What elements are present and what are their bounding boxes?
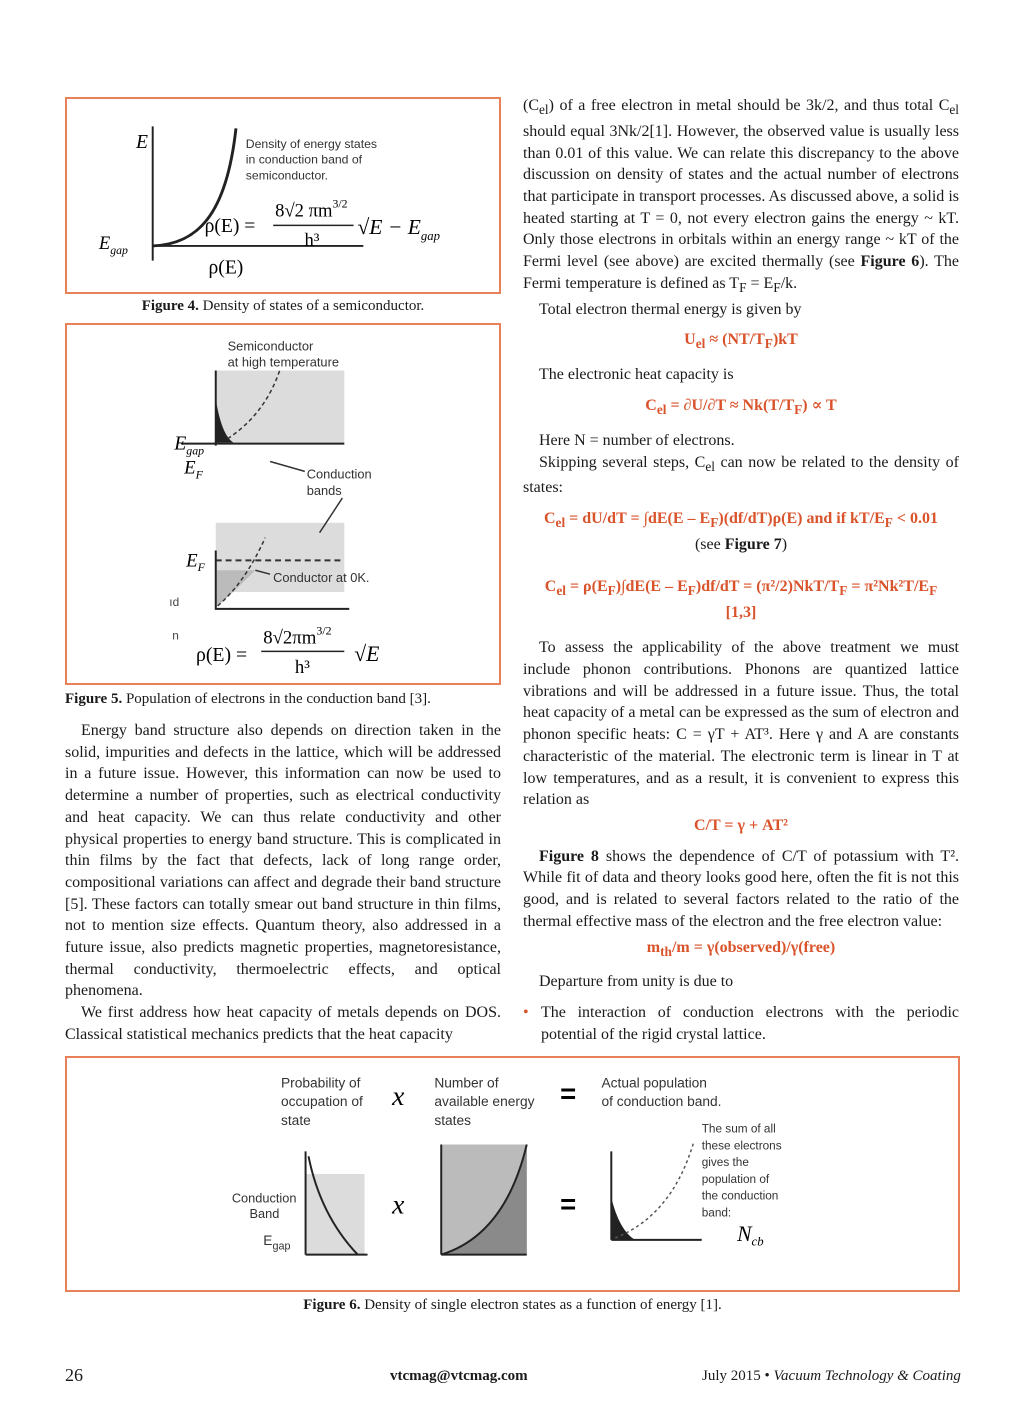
figure-5-egap: $E_{gap}$ <box>174 432 205 458</box>
figure-6-h2-3: states <box>434 1112 472 1128</box>
figure-6-sum-6: band: <box>701 1206 732 1220</box>
figure-6-graphic <box>67 1058 958 1290</box>
figure-5-frag-2: n <box>172 628 179 643</box>
figure-5-ef2: $E_F$ <box>186 550 205 575</box>
figure-5-title-2: at high temperature <box>227 354 340 370</box>
figure-6-equals-top: = <box>560 1078 577 1110</box>
figure-4-caption <box>65 297 501 315</box>
ref-figure-8: Figure 8 <box>539 847 599 865</box>
figure-6-sum-2: these electrons <box>701 1139 782 1153</box>
footer-email[interactable]: vtcmag@vtcmag.com <box>390 1368 528 1384</box>
figure-4-graphic <box>67 99 499 292</box>
figure-4 <box>65 97 501 294</box>
equation-3: $C_{el} = dU/dT = \int dE(E - E_F)(df/dT)\rho(E)$ and if $kT/E_F < 0.01$ (see Figure 7) <box>543 510 939 554</box>
figure-5-formula-den: h³ <box>294 657 310 679</box>
figure-6-sum-4: population of <box>701 1172 770 1186</box>
bullet-mark: • <box>523 1004 529 1022</box>
figure-5 <box>65 323 501 685</box>
figure-5-cond-bands-1: Conduction <box>306 466 372 482</box>
footer-separator: • <box>764 1368 770 1384</box>
left-paragraph-2: We first address how heat capacity of metals depends on DOS. Classical statistical mechanics predicts that the heat capacity <box>65 1004 501 1043</box>
equation-4: $C_{el} = \rho(E_F)\int dE(E - E_F)df/dT = (\pi^2/2)NkT/T_F = \pi^2Nk^2T/E_F$ [1,3] <box>544 577 938 621</box>
figure-6-h2-1: Number of <box>434 1075 499 1091</box>
figure-4-desc-3: semiconductor. <box>245 168 329 183</box>
figure-6-equals-mid: = <box>560 1188 577 1220</box>
right-paragraph-5: Skipping several steps, $C_{el}$ can now be related to the density of states: <box>523 453 960 497</box>
equation-6: $m_{th}/m$ = γ(observed)/γ(free) <box>646 938 836 959</box>
figure-4-desc-2: in conduction band of <box>245 152 363 167</box>
figure-6-panel1-band <box>306 1174 365 1255</box>
figure-4-caption-label: Figure 4. <box>141 298 199 314</box>
figure-5-ef: $E_F$ <box>184 457 203 482</box>
left-paragraph-1: Energy band structure also depends on direction taken in the solid, impurities and defects in the lattice, which will be addressed in a future issue. However, this information can now be used to determine a number of properties, such as electrical conductivity and heat capacity. We can thus relate conductivity and other physical properties to energy band structure. This is complicated in thin films by the fact that defects, lack of long range order, compositional variations can affect and degrade their band structure [5]. These factors can totally smear out band structure in thin films, not to mention size effects. Quantum theory, also addressed in a future issue, also predicts magnetic properties, magnetoresistance, thermal conductivity, thermoelectric effects, and optical phenomena. <box>65 722 501 1000</box>
figure-6-sum-3: gives the <box>701 1156 749 1170</box>
footer-issue <box>702 1368 961 1385</box>
figure-6-h1-1: Probability of <box>280 1075 361 1091</box>
right-paragraph-1: $(C_{el})$ of a free electron in metal should be 3k/2, and thus total $C_{el}$ should equal 3Nk/2[1]. However, the observed value is usually less than 0.01 of this value. We can relate this discrepancy to the above discussion on density of states and the actual number of electrons that participate in transport processes. As discussed above, a solid is heated starting at T = 0, not every electron gains the energy ~ kT. Only those electrons in orbitals within an energy range ~ kT of the Fermi level (see above) are excited thermally (see Figure 6). The Fermi temperature is defined as $T_F = E_F/k$. <box>523 97 959 295</box>
figure-6-times-top: x <box>392 1080 405 1112</box>
figure-5-formula-num: $8√2\pi m^{3/2}$ <box>263 623 332 649</box>
figure-6-cb-2: Band <box>249 1206 280 1222</box>
figure-6-h2-2: available energy <box>434 1094 535 1110</box>
figure-5-frag-1: ıd <box>169 594 180 609</box>
figure-6-h3-1: Actual population <box>601 1075 707 1091</box>
figure-6-times-mid: x <box>392 1188 405 1220</box>
right-paragraph-2: Total electron thermal energy is given by <box>539 300 802 318</box>
figure-4-formula-root: $√E - E_{gap}$ <box>357 215 441 244</box>
figure-6-caption <box>65 1296 960 1314</box>
figure-4-egap-label: $E_{gap}$ <box>98 232 128 257</box>
figure-5-cond-bands-2: bands <box>306 483 342 499</box>
figure-5-title-1: Semiconductor <box>227 338 314 354</box>
equation-2: $C_{el} = \partial U/\partial T \approx Nk(T/T_F) \propto T$ <box>645 397 837 418</box>
figure-5-arrow-2 <box>270 461 305 471</box>
figure-4-formula-den: h³ <box>304 229 320 251</box>
figure-6-h1-2: occupation of <box>280 1094 363 1110</box>
right-paragraph-4: Here N = number of electrons. <box>539 431 735 449</box>
right-paragraph-7: Figure 8 shows the dependence of C/T of potassium with T². While fit of data and theory looks good here, often the fit is not this good, and is related to several factors related to the ratio of the thermal effective mass of the electron and the free electron value: <box>523 847 960 930</box>
page-number: 26 <box>65 1365 83 1385</box>
right-paragraph-8: Departure from unity is due to <box>539 973 734 991</box>
bullet-item-1: • The interaction of conduction electrons with the periodic potential of the rigid crystal lattice. <box>523 1004 959 1043</box>
figure-4-desc-1: Density of energy states <box>245 136 378 151</box>
figure-6-panel3-dashed <box>615 1142 694 1238</box>
right-paragraph-3: The electronic heat capacity is <box>539 366 734 384</box>
equation-1: $U_{el} \approx (NT/T_F)kT$ <box>684 331 798 352</box>
ref-figure-6: Figure 6 <box>860 253 920 271</box>
footer-magazine: Vacuum Technology & Coating <box>773 1368 961 1384</box>
figure-6-caption-label: Figure 6. <box>303 1297 361 1313</box>
figure-5-caption-text: Population of electrons in the conduction band [3]. <box>122 691 431 707</box>
left-column <box>65 720 501 1046</box>
ref-figure-7: Figure 7 <box>724 536 782 554</box>
figure-6-h1-3: state <box>280 1112 311 1128</box>
figure-5-formula-lhs: ρ(E) = <box>195 644 248 667</box>
figure-6-ncb: $N_{cb}$ <box>737 1221 764 1249</box>
figure-5-graphic <box>67 325 499 683</box>
figure-4-axis-rho: ρ(E) <box>208 257 244 279</box>
figure-6-panel3-tail <box>611 1198 635 1240</box>
figure-4-caption-text: Density of states of a semiconductor. <box>198 298 425 314</box>
figure-6-cb-1: Conduction <box>231 1190 297 1206</box>
figure-5-caption-label: Figure 5. <box>65 691 123 707</box>
figure-4-axis-e: E <box>136 131 149 153</box>
figure-6-egap: $E_{gap}$ <box>263 1232 291 1253</box>
figure-5-formula-root: √E <box>354 642 380 667</box>
right-paragraph-6: To assess the applicability of the above treatment we must include phonon contributions. Phonons are quantized lattice vibrations and will be addressed in a future issue. Thus, the total heat capacity of a metal can be expressed as the sum of electron and phonon specific heats: C = γT + AT³. Here γ and A are constants characteristic of the material. The electronic term is linear in T at low temperatures, and as a result, it is convenient to express this relation as <box>523 639 960 809</box>
right-column <box>523 95 959 1046</box>
figure-6-sum-1: The sum of all <box>701 1122 776 1136</box>
figure-6-caption-text: Density of single electron states as a function of energy [1]. <box>360 1297 722 1313</box>
figure-6-sum-5: the conduction <box>701 1189 779 1203</box>
equation-5: C/T = γ + AT² <box>694 817 788 834</box>
figure-5-conductor-label: Conductor at 0K. <box>273 570 370 586</box>
figure-6-h3-2: of conduction band. <box>601 1094 722 1110</box>
figure-4-formula-lhs: ρ(E) = <box>204 216 256 238</box>
footer-date: July 2015 <box>702 1368 761 1384</box>
figure-5-caption <box>65 690 501 708</box>
figure-4-formula-num: 8√2 $\pi m^{3/2}$ <box>275 197 348 222</box>
figure-6 <box>65 1056 960 1292</box>
figure-5-band-top <box>216 370 345 442</box>
